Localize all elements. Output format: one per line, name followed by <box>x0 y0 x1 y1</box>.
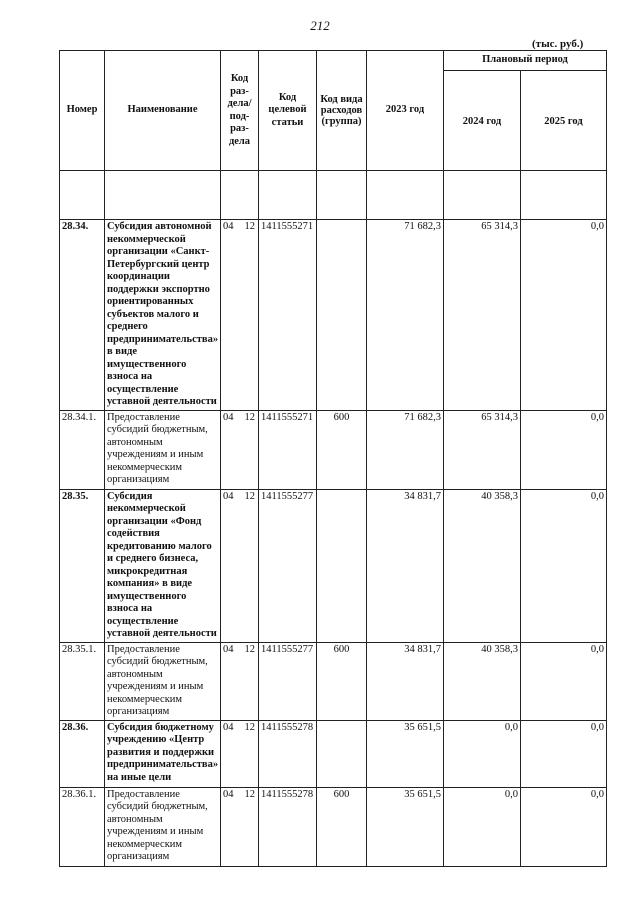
section-code: 04 <box>223 721 234 733</box>
table-row <box>60 642 607 720</box>
row-2024: 40 358,3 <box>444 642 521 720</box>
row-target: 1411555271 <box>259 410 317 489</box>
row-2023: 34 831,7 <box>367 489 444 642</box>
row-target: 1411555278 <box>259 720 317 787</box>
row-section <box>221 410 259 489</box>
header-section: Код раз-дела/ под-раз-дела <box>221 51 259 171</box>
section-code: 04 <box>223 411 234 423</box>
page-number: 212 <box>310 18 330 33</box>
header-name: Наименование <box>105 51 221 171</box>
row-2025: 0,0 <box>521 787 607 866</box>
row-target: 1411555277 <box>259 489 317 642</box>
header-expense: Код вида расходов (группа) <box>317 51 367 171</box>
header-2025: 2025 год <box>521 71 607 171</box>
row-2024: 65 314,3 <box>444 410 521 489</box>
subsection-code: 12 <box>244 721 255 733</box>
table-row <box>60 787 607 866</box>
row-2025: 0,0 <box>521 410 607 489</box>
row-target: 1411555271 <box>259 220 317 411</box>
table-row <box>60 220 607 411</box>
row-2024: 0,0 <box>444 787 521 866</box>
table-row <box>60 720 607 787</box>
table-row <box>60 410 607 489</box>
subsection-code: 12 <box>244 643 255 655</box>
header-target: Код целевой статьи <box>259 51 317 171</box>
row-2025: 0,0 <box>521 642 607 720</box>
subsection-code: 12 <box>244 411 255 423</box>
row-2024: 40 358,3 <box>444 489 521 642</box>
header-planned-period: Плановый период <box>444 51 607 71</box>
row-section <box>221 220 259 411</box>
row-2023: 71 682,3 <box>367 410 444 489</box>
row-expense: 600 <box>317 787 367 866</box>
section-code: 04 <box>223 490 234 502</box>
row-2023: 34 831,7 <box>367 642 444 720</box>
row-target: 1411555278 <box>259 787 317 866</box>
row-2023: 35 651,5 <box>367 720 444 787</box>
row-section <box>221 787 259 866</box>
row-name: Субсидия автономной некоммерческой организации «Санкт-Петербургский центр координации поддержки экспортно ориентированных субъектов малого и среднего предпринимательства» в виде имущественного взноса на осуществление уставной деятельности <box>105 220 221 411</box>
row-number: 28.36.1. <box>60 787 105 866</box>
row-name: Предоставление субсидий бюджетным, автономным учреждениям и иным некоммерческим организациям <box>105 410 221 489</box>
row-number: 28.35. <box>60 489 105 642</box>
row-number: 28.34. <box>60 220 105 411</box>
row-section <box>221 720 259 787</box>
section-code: 04 <box>223 221 234 232</box>
row-expense: 600 <box>317 410 367 489</box>
row-name: Субсидия некоммерческой организации «Фонд содействия кредитованию малого и среднего бизнеса, микрокредитная компания» в виде имущественного взноса на осуществление уставной деятельности <box>105 489 221 642</box>
row-2025: 0,0 <box>521 220 607 411</box>
subsection-code: 12 <box>244 490 255 502</box>
row-number: 28.35.1. <box>60 642 105 720</box>
section-code: 04 <box>223 643 234 655</box>
budget-table <box>59 50 607 867</box>
row-2023: 35 651,5 <box>367 787 444 866</box>
row-name: Предоставление субсидий бюджетным, автономным учреждениям и иным некоммерческим организациям <box>105 642 221 720</box>
row-target: 1411555277 <box>259 642 317 720</box>
header-2023: 2023 год <box>367 51 444 171</box>
row-2025: 0,0 <box>521 720 607 787</box>
row-2024: 0,0 <box>444 720 521 787</box>
row-2025: 0,0 <box>521 489 607 642</box>
table-row <box>60 489 607 642</box>
row-expense <box>317 720 367 787</box>
row-section <box>221 642 259 720</box>
section-code: 04 <box>223 788 234 800</box>
header-row <box>60 51 607 71</box>
row-2023: 71 682,3 <box>367 220 444 411</box>
header-2024: 2024 год <box>444 71 521 171</box>
row-2024: 65 314,3 <box>444 220 521 411</box>
spacer-row <box>60 171 607 220</box>
header-number: Номер <box>60 51 105 171</box>
row-expense <box>317 489 367 642</box>
units-label: (тыс. руб.) <box>532 38 584 50</box>
row-name: Субсидия бюджетному учреждению «Центр развития и поддержки предпринимательства» на иные цели <box>105 720 221 787</box>
row-expense: 600 <box>317 642 367 720</box>
subsection-code: 12 <box>244 221 255 232</box>
row-expense <box>317 220 367 411</box>
row-name: Предоставление субсидий бюджетным, автономным учреждениям и иным некоммерческим организациям <box>105 787 221 866</box>
subsection-code: 12 <box>244 788 255 800</box>
row-number: 28.34.1. <box>60 410 105 489</box>
row-section <box>221 489 259 642</box>
row-number: 28.36. <box>60 720 105 787</box>
